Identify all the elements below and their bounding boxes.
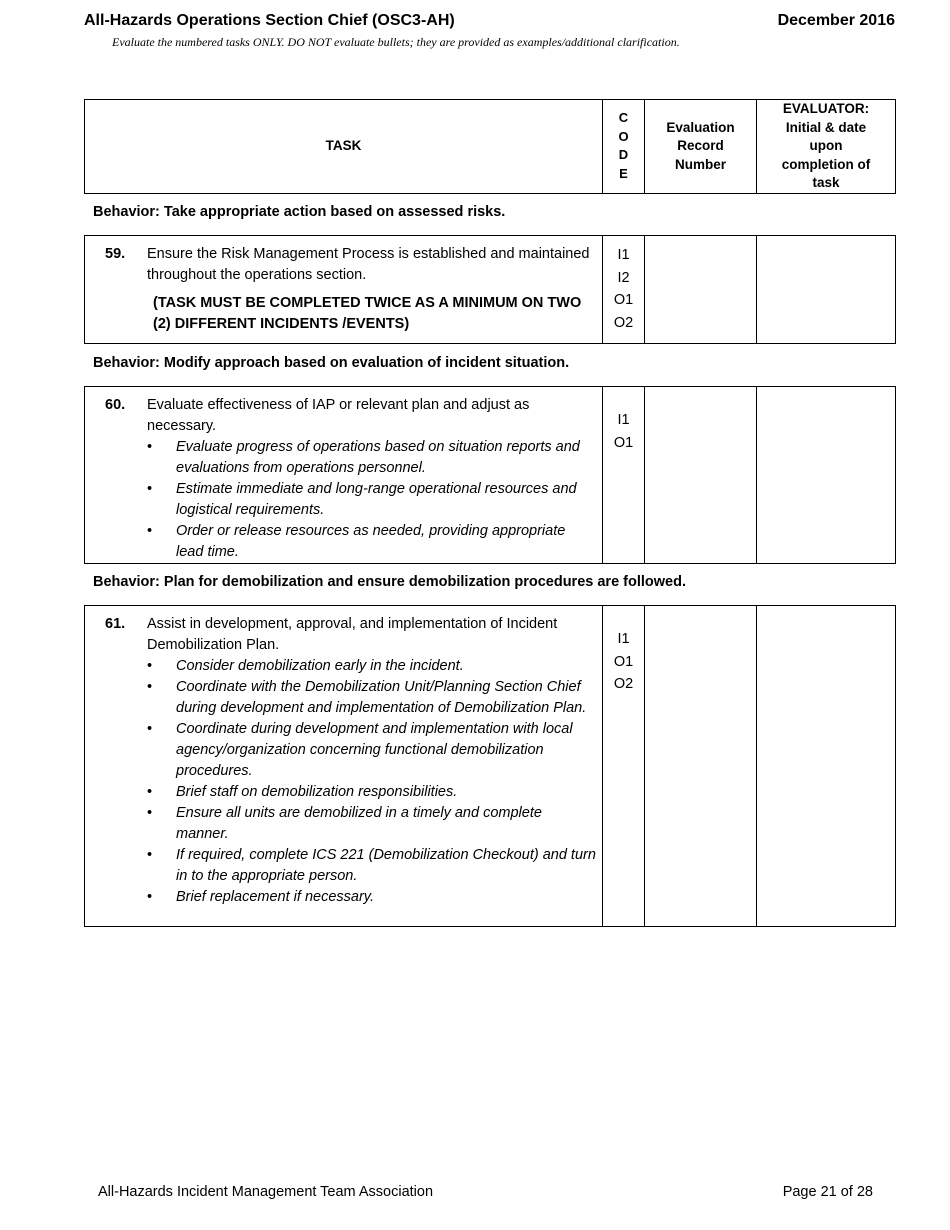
code-letter: O: [618, 128, 629, 144]
task-bullet: • Coordinate during development and implementation with local agency/organization concerning functional demobilization procedures.: [147, 719, 596, 782]
code-value: I1: [617, 631, 630, 647]
task-text: Ensure the Risk Management Process is established and maintained throughout the operations section.: [147, 246, 590, 283]
behavior-heading: Behavior: Plan for demobilization and ensure demobilization procedures are followed.: [93, 574, 686, 590]
code-letter: E: [619, 165, 628, 181]
evaluator-initial-cell[interactable]: [757, 606, 896, 927]
evaluator-initial-cell[interactable]: [757, 387, 896, 564]
evaluator-initial-cell[interactable]: [757, 236, 896, 344]
record-header-line: Record: [677, 138, 724, 153]
document-date: December 2016: [777, 12, 895, 29]
task-cell: [85, 236, 603, 344]
code-letter: D: [618, 147, 629, 163]
footer-page-number: Page 21 of 28: [782, 1184, 873, 1200]
evaluator-header-line: EVALUATOR:: [782, 101, 870, 116]
code-value: O1: [613, 292, 634, 308]
behavior-heading: Behavior: Modify approach based on evaluation of incident situation.: [93, 355, 570, 371]
code-value: I2: [617, 269, 630, 286]
task-bullet-list: [147, 656, 596, 908]
task-bullet: • Coordinate with the Demobilization Unit/Planning Section Chief during development and implementation of Demobilization Plan.: [147, 677, 596, 719]
task-bullet-list: [147, 437, 596, 563]
task-number: 60.: [105, 397, 126, 413]
record-header-line: Evaluation: [666, 119, 735, 135]
code-cell: [603, 606, 645, 927]
task-cell: [85, 387, 603, 564]
task-number: 61.: [105, 616, 126, 632]
task-bullet: • Estimate immediate and long-range operational resources and logistical requirements.: [147, 479, 596, 521]
footer-organization: All-Hazards Incident Management Team Association: [98, 1184, 434, 1200]
task-cell: [85, 606, 603, 927]
code-value: O1: [613, 434, 634, 451]
record-header-line: Number: [674, 156, 726, 172]
evaluation-record-cell[interactable]: [645, 606, 757, 927]
document-title: All-Hazards Operations Section Chief (OSC3-AH): [84, 12, 455, 29]
evaluator-header-line: task: [812, 175, 840, 190]
task-bullet: • Ensure all units are demobilized in a timely and complete manner.: [147, 803, 596, 845]
behavior-heading: Behavior: Take appropriate action based on assessed risks.: [93, 204, 506, 220]
task-requirement-note: (TASK MUST BE COMPLETED TWICE AS A MINIMUM ON TWO (2) DIFFERENT INCIDENTS /EVENTS): [153, 295, 582, 332]
code-value: O2: [613, 314, 634, 331]
task-text: Assist in development, approval, and implementation of Incident Demobilization Plan.: [147, 616, 558, 653]
task-table-header: [84, 99, 896, 194]
code-value: O1: [613, 653, 634, 670]
code-value: I1: [617, 412, 630, 428]
code-cell: [603, 387, 645, 564]
task-text: Evaluate effectiveness of IAP or relevant plan and adjust as necessary.: [147, 397, 530, 434]
task-row-61: [84, 605, 896, 927]
task-bullet: • Consider demobilization early in the incident.: [147, 656, 596, 677]
task-bullet: • Brief staff on demobilization responsibilities.: [147, 782, 596, 803]
code-letter: C: [618, 110, 629, 126]
evaluation-instructions: Evaluate the numbered tasks ONLY. DO NOT evaluate bullets; they are provided as examples/additional clarification.: [112, 35, 680, 49]
task-bullet: • Brief replacement if necessary.: [147, 887, 596, 908]
evaluator-header-line: Initial & date: [785, 119, 867, 135]
code-cell: [603, 236, 645, 344]
task-bullet: • Order or release resources as needed, providing appropriate lead time.: [147, 521, 596, 563]
evaluator-header-line: completion of: [781, 156, 871, 172]
evaluation-record-cell[interactable]: [645, 387, 757, 564]
task-row-60: [84, 386, 896, 564]
column-header-evaluator: [757, 100, 896, 194]
column-header-code: [603, 100, 645, 194]
code-value: O2: [613, 676, 634, 692]
column-header-task: TASK: [85, 100, 603, 194]
task-bullet: • If required, complete ICS 221 (Demobilization Checkout) and turn in to the appropriate person.: [147, 845, 596, 887]
evaluator-header-line: upon: [809, 138, 843, 153]
code-value: I1: [617, 247, 630, 263]
evaluation-record-cell[interactable]: [645, 236, 757, 344]
task-row-59: [84, 235, 896, 344]
task-number: 59.: [105, 246, 126, 262]
column-header-record: [645, 100, 757, 194]
task-bullet: • Evaluate progress of operations based on situation reports and evaluations from operations personnel.: [147, 437, 596, 479]
